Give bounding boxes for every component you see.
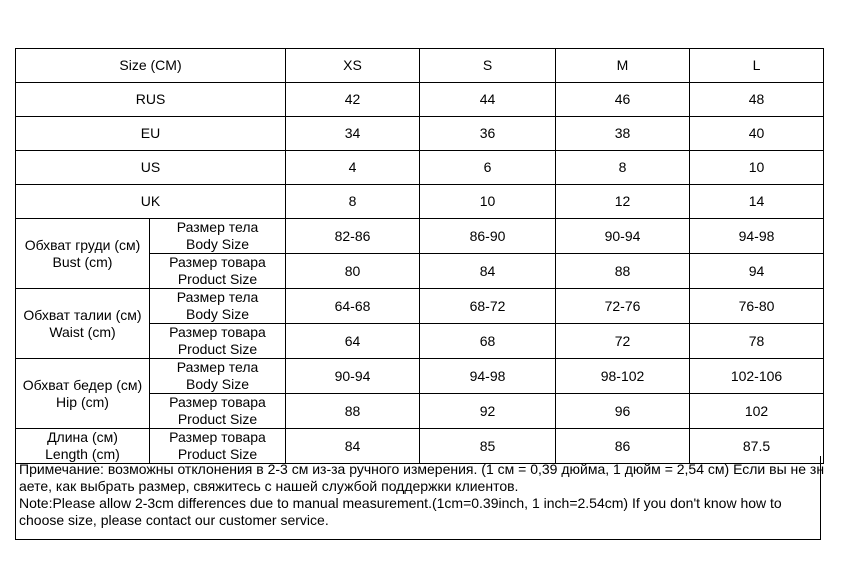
label-line-en: Waist (cm) [49, 323, 116, 340]
table-cell: 4 [286, 151, 420, 185]
table-cell: 87.5 [690, 429, 824, 464]
table-cell: 96 [556, 394, 690, 429]
row-us [16, 151, 824, 185]
sub-label-line-ru: Размер товара [169, 394, 266, 410]
note-line: Примечание: возможны отклонения в 2-3 см из-за ручного измерения. (1 см = 0,39 дюйма, 1 дюйм = 2,54 см) Если вы не зн [19, 461, 825, 477]
table-cell: 64-68 [286, 289, 420, 324]
table-cell: 10 [690, 151, 824, 185]
header-label-cell: Size (CM) [16, 49, 286, 83]
table-cell: 94-98 [420, 359, 556, 394]
label-line-ru: Обхват бедер (см) [22, 376, 143, 393]
note-line: аете, как выбрать размер, свяжитесь с нашей службой поддержки клиентов. [19, 478, 519, 494]
sub-label-line-en: Product Size [177, 446, 258, 462]
table-cell: 98-102 [556, 359, 690, 394]
row-eu [16, 117, 824, 151]
row-uk [16, 185, 824, 219]
size-chart-table [15, 48, 824, 464]
label-line-ru: Обхват талии (см) [23, 306, 142, 323]
sub-label-line-en: Product Size [177, 271, 258, 287]
sub-label-product-size [150, 394, 286, 429]
table-cell: 46 [556, 83, 690, 117]
sub-label-line-ru: Размер товара [169, 324, 266, 340]
table-cell: 102-106 [690, 359, 824, 394]
sub-label-body-size [150, 289, 286, 324]
table-cell: 36 [420, 117, 556, 151]
row-hip-body [16, 359, 824, 394]
table-cell: 68-72 [420, 289, 556, 324]
sub-label-line-ru: Размер товара [169, 429, 266, 445]
size-header-xs: XS [286, 49, 420, 83]
table-cell: 40 [690, 117, 824, 151]
table-cell: 102 [690, 394, 824, 429]
table-cell: 90-94 [556, 219, 690, 254]
row-bust-body [16, 219, 824, 254]
row-rus [16, 83, 824, 117]
sub-label-line-ru: Размер тела [176, 219, 259, 235]
table-cell: 90-94 [286, 359, 420, 394]
table-cell: 94 [690, 254, 824, 289]
header-row [16, 49, 824, 83]
table-cell: 72-76 [556, 289, 690, 324]
label-line-en: Hip (cm) [56, 393, 109, 410]
sub-label-line-en: Product Size [177, 411, 258, 427]
table-cell: 94-98 [690, 219, 824, 254]
table-cell: 6 [420, 151, 556, 185]
note-line: Note:Please allow 2-3cm differences due to manual measurement.(1cm=0.39inch, 1 inch=2.54cm) If you don't know how to [19, 495, 782, 511]
row-label-hip [16, 359, 150, 429]
table-cell: 80 [286, 254, 420, 289]
row-label-eu: EU [16, 117, 286, 151]
note-line: choose size, please contact our customer service. [19, 512, 329, 528]
table-cell: 38 [556, 117, 690, 151]
sub-label-line-en: Product Size [177, 341, 258, 357]
table-cell: 10 [420, 185, 556, 219]
table-cell: 44 [420, 83, 556, 117]
sub-label-line-en: Body Size [185, 236, 250, 252]
row-waist-body [16, 289, 824, 324]
table-cell: 14 [690, 185, 824, 219]
size-header-m: M [556, 49, 690, 83]
table-cell: 86 [556, 429, 690, 464]
sub-label-line-ru: Размер тела [176, 359, 259, 375]
table-cell: 8 [286, 185, 420, 219]
table-cell: 64 [286, 324, 420, 359]
sub-label-line-en: Body Size [185, 306, 250, 322]
sub-label-body-size [150, 359, 286, 394]
sub-label-product-size [150, 324, 286, 359]
sub-label-line-ru: Размер тела [176, 289, 259, 305]
table-cell: 88 [556, 254, 690, 289]
label-line-ru: Длина (см) [47, 429, 118, 445]
table-cell: 76-80 [690, 289, 824, 324]
table-cell: 42 [286, 83, 420, 117]
row-label-rus: RUS [16, 83, 286, 117]
row-label-waist [16, 289, 150, 359]
table-cell: 8 [556, 151, 690, 185]
table-cell: 92 [420, 394, 556, 429]
table-cell: 72 [556, 324, 690, 359]
table-cell: 34 [286, 117, 420, 151]
table-cell: 85 [420, 429, 556, 464]
label-line-en: Bust (cm) [52, 253, 113, 270]
table-cell: 84 [420, 254, 556, 289]
size-header-l: L [690, 49, 824, 83]
size-note [15, 456, 825, 540]
table-cell: 78 [690, 324, 824, 359]
table-cell: 82-86 [286, 219, 420, 254]
table-cell: 48 [690, 83, 824, 117]
sub-label-product-size [150, 254, 286, 289]
size-header-s: S [420, 49, 556, 83]
table-cell: 68 [420, 324, 556, 359]
sub-label-line-en: Body Size [185, 376, 250, 392]
label-line-en: Length (cm) [45, 446, 120, 462]
table-cell: 12 [556, 185, 690, 219]
row-label-bust [16, 219, 150, 289]
sub-label-line-ru: Размер товара [169, 254, 266, 270]
table-cell: 86-90 [420, 219, 556, 254]
table-cell: 88 [286, 394, 420, 429]
sub-label-body-size [150, 219, 286, 254]
label-line-ru: Обхват груди (см) [24, 236, 141, 253]
table-cell: 84 [286, 429, 420, 464]
row-label-uk: UK [16, 185, 286, 219]
row-label-us: US [16, 151, 286, 185]
